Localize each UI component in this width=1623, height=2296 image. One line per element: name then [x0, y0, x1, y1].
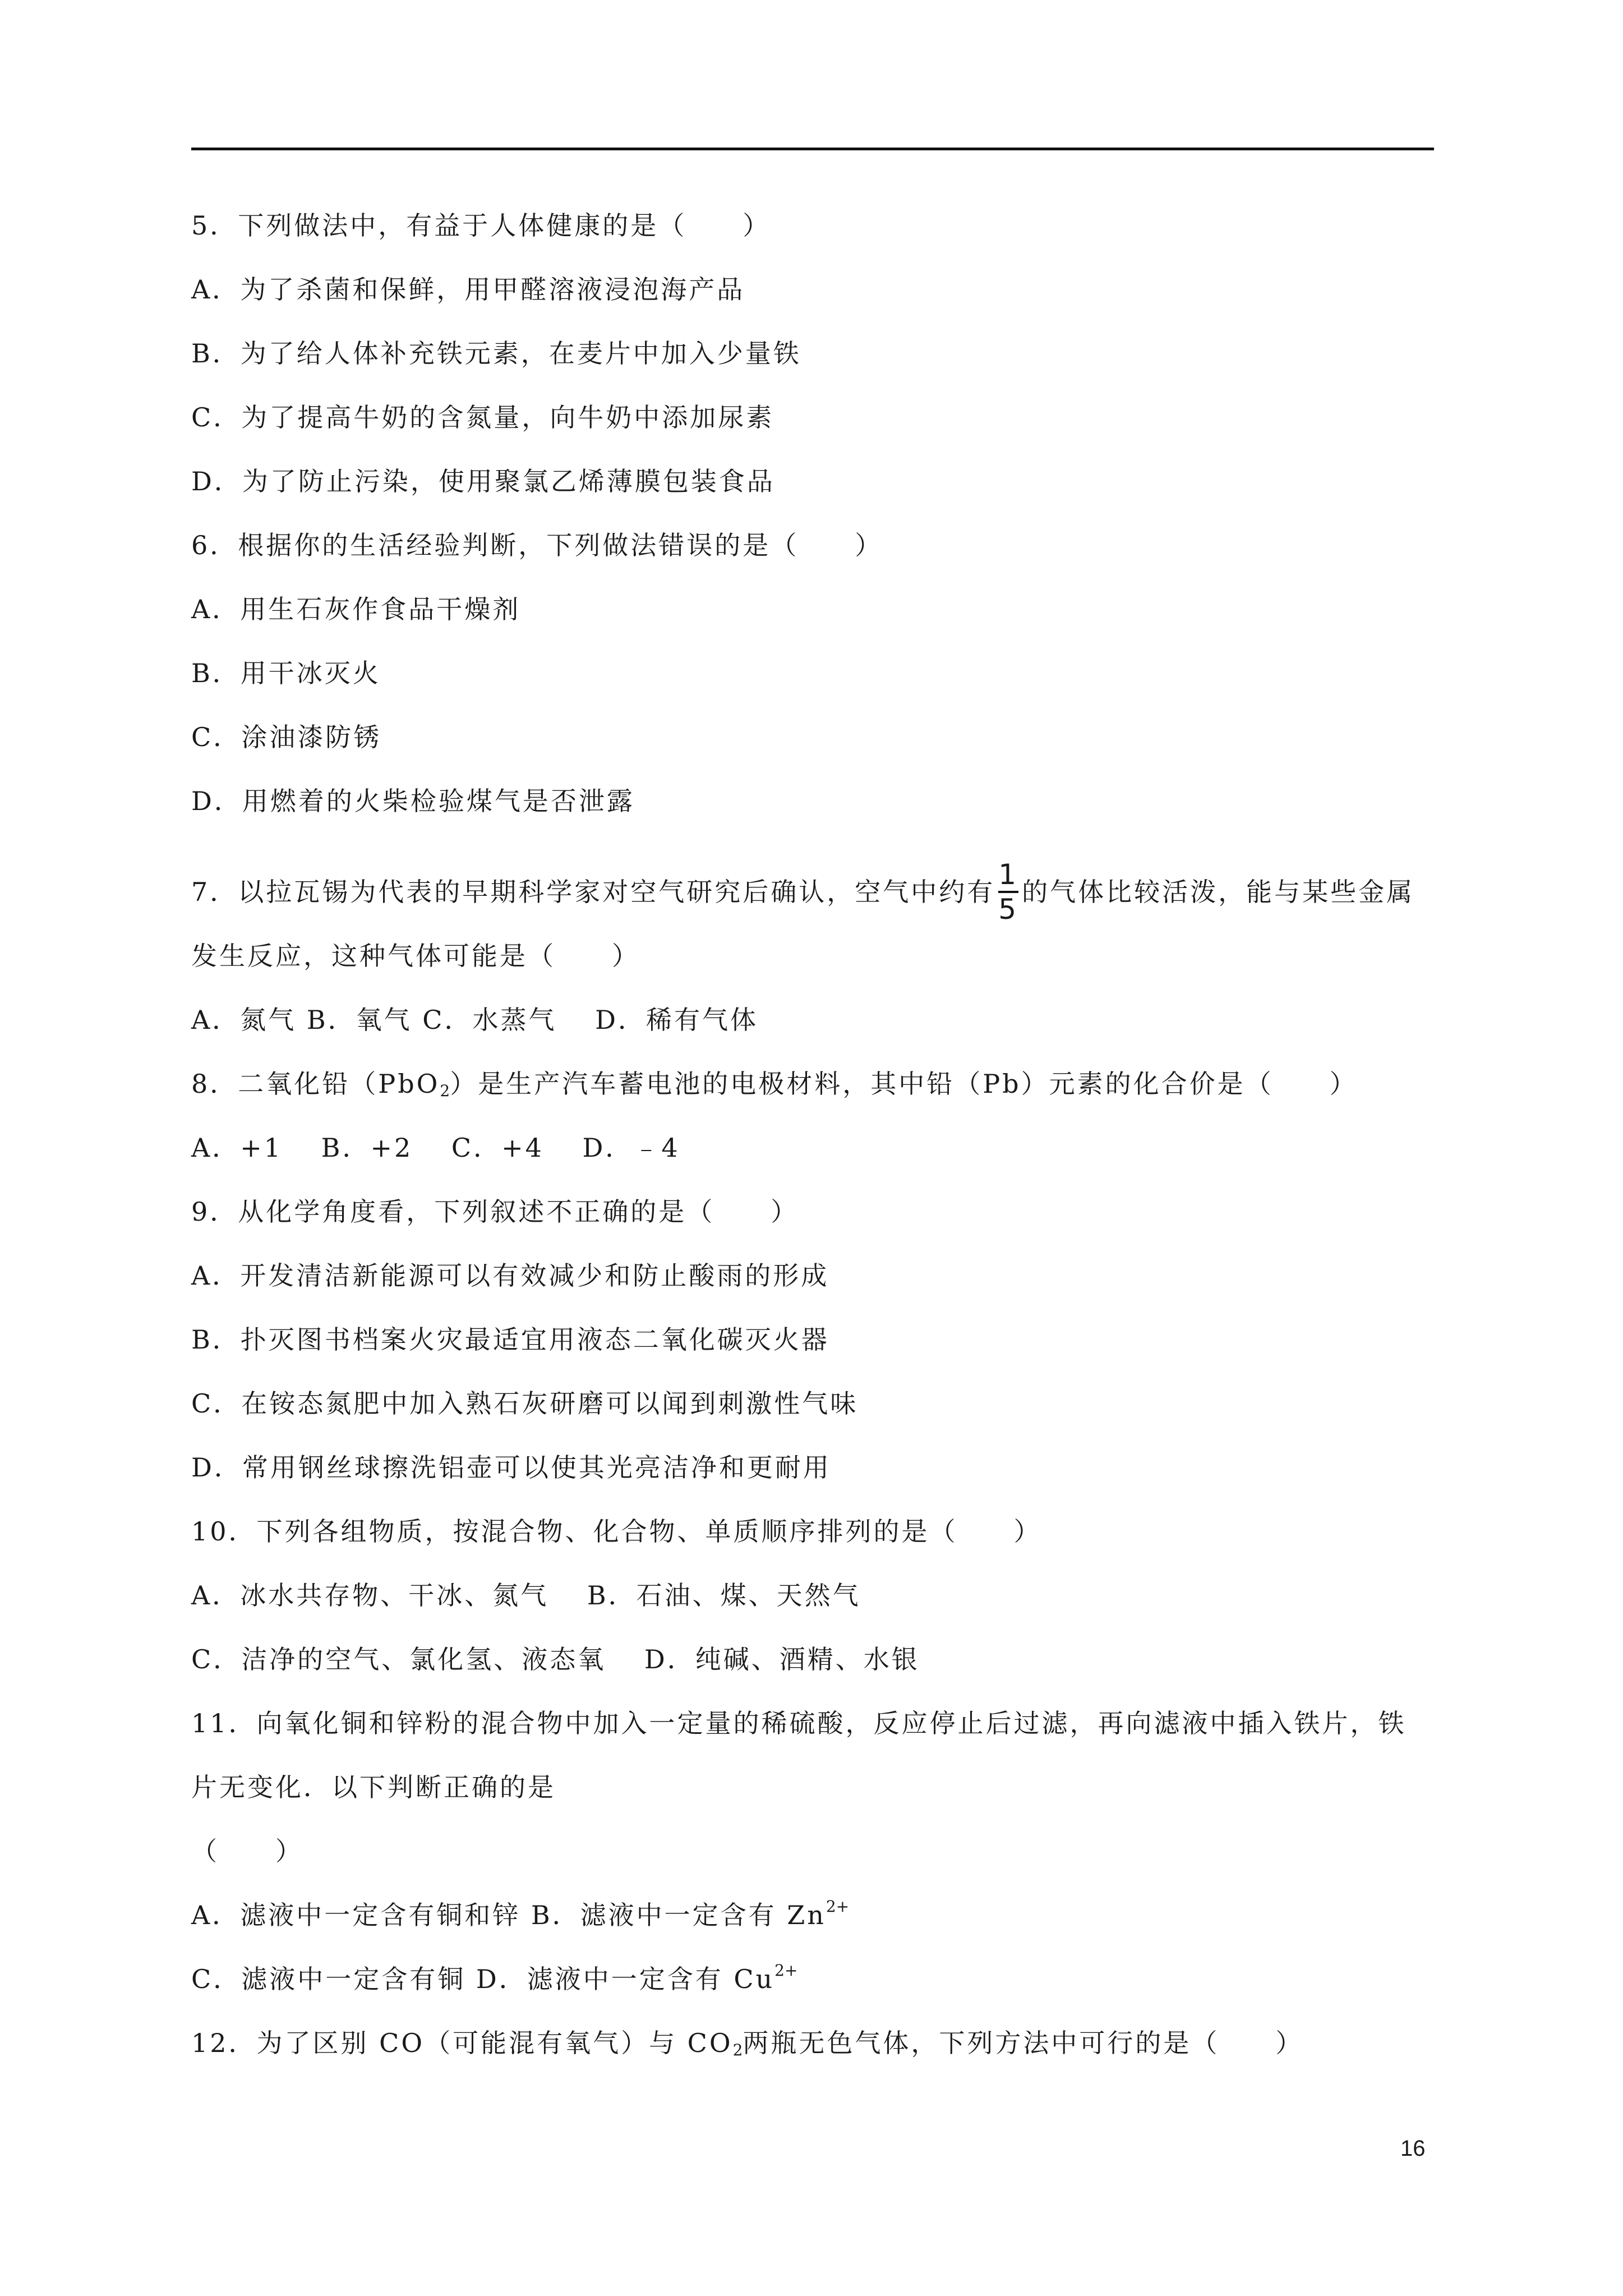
q12-stem: 12．为了区别 CO（可能混有氧气）与 $CO_2$两瓶无色气体，下列方法中可行的是（ ）: [191, 2028, 1304, 2059]
q6-option-c: C．涂油漆防锈: [191, 722, 382, 752]
q7-stem-line2: 发生反应，这种气体可能是（ ）: [191, 941, 640, 971]
q9-option-c: C．在铵态氮肥中加入熟石灰研磨可以闻到刺激性气味: [191, 1388, 859, 1419]
q7-options: A．氮气 B．氧气 C．水蒸气 D．稀有气体: [191, 1005, 758, 1035]
q8-options: A．+1 B．+2 C．+4 D．﹣4: [191, 1133, 680, 1163]
page-number: 16: [1400, 2136, 1426, 2161]
q11-stem: 11．向氧化铜和锌粉的混合物中加入一定量的稀硫酸，反应停止后过滤，再向滤液中插入铁片，铁: [191, 1708, 1407, 1738]
q9-stem: 9．从化学角度看，下列叙述不正确的是（ ）: [191, 1197, 799, 1227]
q7-stem: 7．以拉瓦锡为代表的早期科学家对空气研究后确认，空气中约有 $\frac{1}{5}$ 的气体比较活泼，能与某些金属: [191, 858, 1415, 926]
q9-option-a: A．开发清洁新能源可以有效减少和防止酸雨的形成: [191, 1260, 829, 1291]
q10-stem: 10．下列各组物质，按混合物、化合物、单质顺序排列的是（ ）: [191, 1516, 1042, 1547]
q5-stem: 5．下列做法中，有益于人体健康的是（ ）: [191, 210, 771, 241]
q11-answer-paren: （ ）: [191, 1836, 303, 1866]
q6-option-a: A．用生石灰作食品干燥剂: [191, 594, 521, 624]
q11-options-ab: A．滤液中一定含有铜和锌 B．滤液中一定含有 $Zn^{2+}$: [191, 1897, 850, 1930]
q6-option-d: D．用燃着的火柴检验煤气是否泄露: [191, 786, 635, 816]
one-fifth-fraction: $\frac{1}{5}$: [998, 858, 1019, 926]
q9-option-d: D．常用钢丝球擦洗铝壶可以使其光亮洁净和更耐用: [191, 1452, 831, 1483]
q6-stem: 6．根据你的生活经验判断，下列做法错误的是（ ）: [191, 530, 883, 560]
q5-option-c: C．为了提高牛奶的含氮量，向牛奶中添加尿素: [191, 402, 774, 432]
q11-stem-line2: 片无变化．以下判断正确的是: [191, 1772, 556, 1802]
q5-option-d: D．为了防止污染，使用聚氯乙烯薄膜包装食品: [191, 466, 775, 496]
q5-option-b: B．为了给人体补充铁元素，在麦片中加入少量铁: [191, 338, 801, 369]
q11-options-cd: C．滤液中一定含有铜 D．滤液中一定含有 $Cu^{2+}$: [191, 1961, 798, 1994]
header-rule: [191, 148, 1434, 150]
q10-options-cd: C．洁净的空气、氯化氢、液态氧 D．纯碱、酒精、水银: [191, 1644, 920, 1674]
q8-stem: 8．二氧化铅（PbO$_2$）是生产汽车蓄电池的电极材料，其中铅（Pb）元素的化合价是（ ）: [191, 1069, 1358, 1100]
q9-option-b: B．扑灭图书档案火灾最适宜用液态二氧化碳灭火器: [191, 1324, 829, 1355]
q10-options-ab: A．冰水共存物、干冰、氮气 B．石油、煤、天然气: [191, 1580, 861, 1611]
q5-option-a: A．为了杀菌和保鲜，用甲醛溶液浸泡海产品: [191, 274, 745, 305]
q6-option-b: B．用干冰灭火: [191, 658, 381, 688]
